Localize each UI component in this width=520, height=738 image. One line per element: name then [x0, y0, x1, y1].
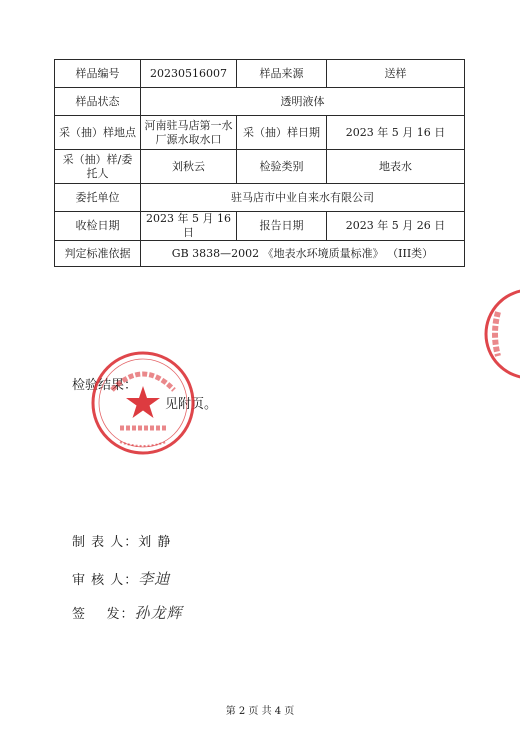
- result-label: 检验结果：: [72, 378, 138, 393]
- sample-info-table: [54, 59, 465, 267]
- receive-date-value: 2023 年 5 月 16 日: [141, 212, 237, 241]
- table-row: [55, 150, 465, 184]
- table-row: [55, 212, 465, 241]
- report-date-label: 报告日期: [237, 212, 327, 241]
- report-date-value: 2023 年 5 月 26 日: [327, 212, 465, 241]
- table-row: [55, 60, 465, 88]
- reviewed-by-signature: 李迪: [138, 570, 171, 588]
- receive-date-label: 收检日期: [55, 212, 141, 241]
- sampling-site-label: 采（抽）样地点: [55, 116, 141, 150]
- sample-no-value: 20230516007: [141, 60, 237, 88]
- sampler-label: 采（抽）样/委托人: [55, 150, 141, 184]
- issued-by-signature: 孙龙辉: [134, 604, 183, 622]
- reviewed-by-label: 审 核 人：: [72, 573, 139, 588]
- issued-by-label: 签 发：: [72, 607, 135, 622]
- prepared-by-label: 制 表 人：: [72, 535, 139, 550]
- standard-label: 判定标准依据: [55, 241, 141, 267]
- seam-stamp: [482, 286, 520, 382]
- standard-value: GB 3838—2002 《地表水环境质量标准》 （III类）: [141, 241, 465, 267]
- sample-source-value: 送样: [327, 60, 465, 88]
- sampling-site-value: 河南驻马店第一水厂源水取水口: [141, 116, 237, 150]
- page-number: 第 2 页 共 4 页: [225, 706, 295, 717]
- test-category-label: 检验类别: [237, 150, 327, 184]
- table-row: [55, 184, 465, 212]
- client-label: 委托单位: [55, 184, 141, 212]
- sample-no-label: 样品编号: [55, 60, 141, 88]
- table-row: [55, 241, 465, 267]
- sample-state-label: 样品状态: [55, 88, 141, 116]
- client-value: 驻马店市中业自来水有限公司: [141, 184, 465, 212]
- reviewed-by: [72, 568, 170, 589]
- star-icon: [126, 386, 160, 418]
- table-row: [55, 116, 465, 150]
- result-value: 见附页。: [165, 397, 218, 412]
- sample-source-label: 样品来源: [237, 60, 327, 88]
- sampling-date-value: 2023 年 5 月 16 日: [327, 116, 465, 150]
- prepared-by-name: 刘 静: [138, 535, 172, 550]
- table-row: [55, 88, 465, 116]
- inspection-stamp: [90, 350, 196, 456]
- sampling-date-label: 采（抽）样日期: [237, 116, 327, 150]
- sampler-value: 刘秋云: [141, 150, 237, 184]
- issued-by: [72, 602, 183, 623]
- prepared-by: [72, 531, 171, 550]
- test-category-value: 地表水: [327, 150, 465, 184]
- sample-state-value: 透明液体: [141, 88, 465, 116]
